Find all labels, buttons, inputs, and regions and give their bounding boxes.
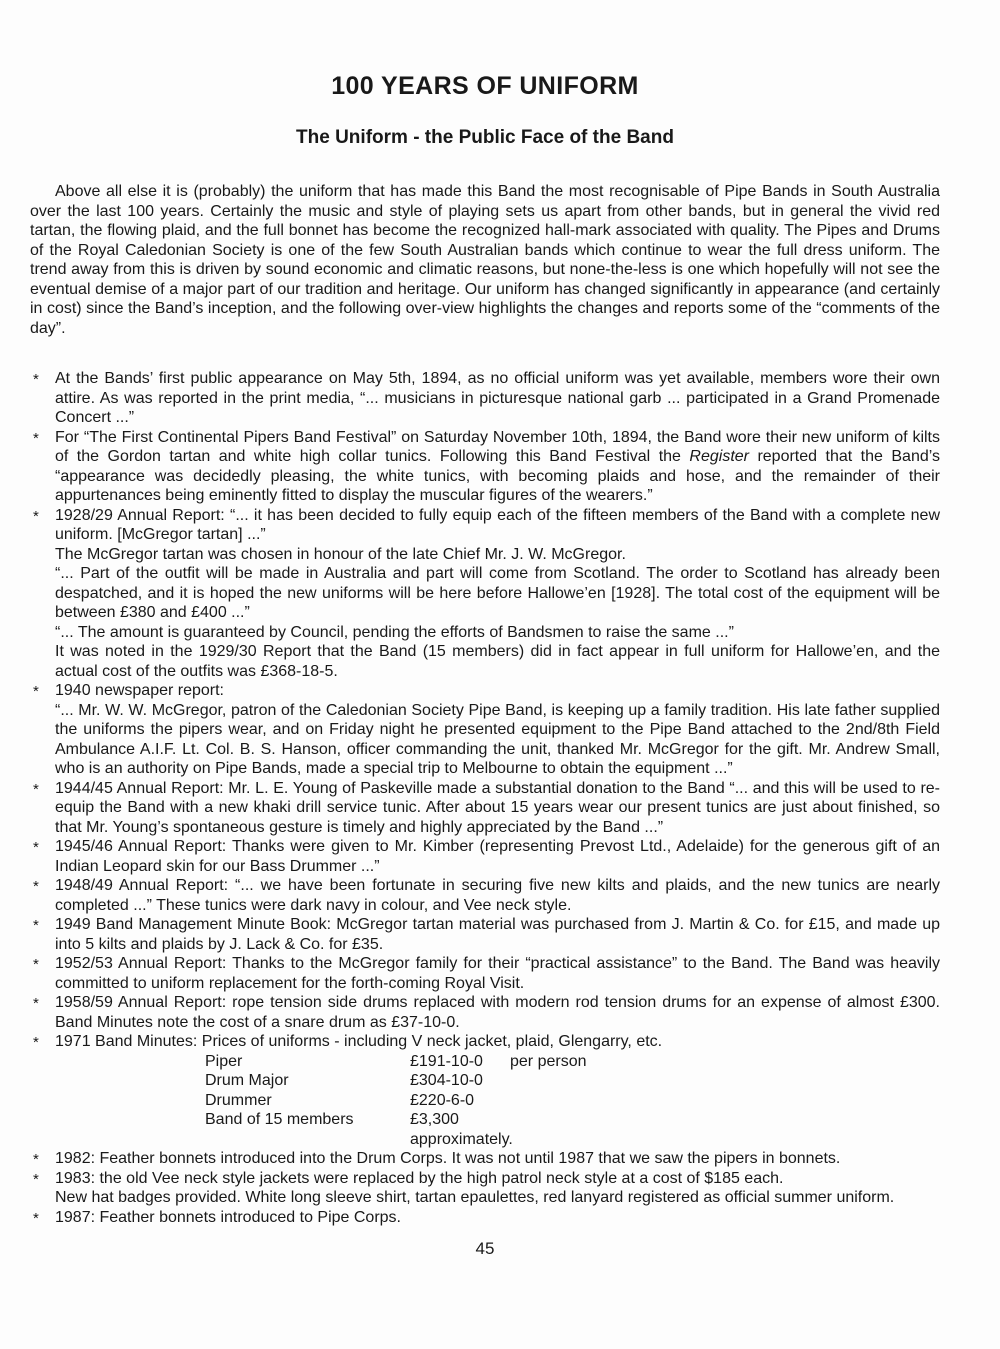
- bullet-item: [30, 681, 940, 779]
- text-segment: 1983: the old Vee neck style jackets were replaced by the high patrol neck style at a cost of $185 each.: [55, 1169, 784, 1187]
- text-segment: “... Mr. W. W. McGregor, patron of the Caledonian Society Pipe Band, is keeping up a family tradition. His late father supplied the uniforms the pipers wear, and on Friday night he presented equipment to the Pipe Band attached to the 2nd/8th Field Ambulance A.I.F. Lt. Col. B. S. Hanson, officer commanding the unit, thanked Mr. McGregor for the gift. Mr. Andrew Small, who is an authority on Pipe Bands, made a special trip to Melbourne to obtain the equipment ...”: [55, 701, 940, 777]
- bullet-paragraph: [55, 837, 940, 876]
- bullet-paragraph: [55, 915, 940, 954]
- bullet-item: [30, 1208, 940, 1228]
- text-segment: 1952/53 Annual Report: Thanks to the McGregor family for their “practical assistance” to the Band. The Band was heavily committed to uniform replacement for the forth-coming Royal Visit.: [55, 955, 940, 992]
- bullet-item: [30, 779, 940, 838]
- bullet-marker-asterisk: *: [33, 839, 39, 856]
- bullet-body: [55, 993, 940, 1032]
- price-item-value: £304-10-0: [410, 1072, 483, 1089]
- bullet-paragraph: [55, 681, 940, 701]
- bullet-marker-asterisk: *: [33, 780, 39, 798]
- bullet-marker-asterisk: *: [33, 995, 39, 1012]
- bullet-paragraph: [55, 428, 940, 506]
- bullet-paragraph: [55, 506, 940, 545]
- price-item-label: Drummer: [205, 1091, 272, 1109]
- bullet-marker-asterisk: *: [33, 917, 39, 934]
- bullet-paragraph: [55, 1188, 940, 1208]
- bullet-item: [30, 506, 940, 682]
- bullet-paragraph: [55, 1149, 940, 1169]
- text-segment: New hat badges provided. White long sleeve shirt, tartan epaulettes, red lanyard registered as official summer uniform.: [55, 1189, 895, 1206]
- text-segment: 1948/49 Annual Report: “... we have been fortunate in securing five new kilts and plaids, and the new tunics are nearly completed ...” These tunics were dark navy in colour, and Vee neck style.: [55, 877, 940, 914]
- bullet-marker-asterisk: *: [33, 1170, 39, 1188]
- bullet-paragraph: [55, 701, 940, 779]
- price-table: [55, 1052, 940, 1150]
- page-title: 100 YEARS OF UNIFORM: [331, 72, 639, 100]
- text-segment: 1971 Band Minutes: Prices of uniforms - including V neck jacket, plaid, Glengarry, etc.: [55, 1033, 663, 1050]
- text-segment: 1928/29 Annual Report: “... it has been decided to fully equip each of the fifteen members of the Band with a complete new uniform. [McGregor tartan] ...”: [55, 506, 940, 543]
- bullet-body: [55, 1149, 940, 1169]
- bullet-marker-asterisk: *: [33, 1209, 39, 1227]
- bullet-paragraph: [55, 1169, 940, 1189]
- bullet-item: [30, 1149, 940, 1169]
- price-table-row: [55, 1052, 940, 1072]
- bullet-paragraph: [55, 642, 940, 681]
- bullet-item: [30, 428, 940, 506]
- bullet-item: [30, 837, 940, 876]
- bullet-body: [55, 915, 940, 954]
- bullet-item: [30, 915, 940, 954]
- bullet-item: [30, 954, 940, 993]
- bullet-body: [55, 837, 940, 876]
- text-segment: The McGregor tartan was chosen in honour of the late Chief Mr. J. W. McGregor.: [55, 545, 626, 563]
- bullet-paragraph: [55, 545, 940, 565]
- bullet-body: [55, 779, 940, 838]
- text-segment: For “The First Continental Pipers Band Festival” on Saturday November 10th, 1894, the Band wore their new uniform of kilts of the Gordon tartan and white high collar tunics. Following this Band Festival the: [55, 428, 940, 465]
- bullet-item: [30, 876, 940, 915]
- text-segment: “... Part of the outfit will be made in Australia and part will come from Scotland. The order to Scotland has already been despatched, and it is hoped the new uniforms will be here before Hallowe’en [1928]. The total cost of the equipment will be between £380 and £400 ...”: [55, 565, 940, 621]
- price-item-value: £3,300 approximately.: [410, 1111, 513, 1148]
- text-segment: 1958/59 Annual Report: rope tension side drums replaced with modern rod tension drums for an expense of almost £300. Band Minutes note the cost of a snare drum as £37-10-0.: [55, 994, 940, 1031]
- bullet-marker-asterisk: *: [33, 371, 39, 388]
- bullet-item: [30, 369, 940, 428]
- price-item-label: Piper: [205, 1052, 243, 1070]
- text-segment: 1987: Feather bonnets introduced to Pipe Corps.: [55, 1208, 401, 1226]
- text-segment: reported that the Band’s “appearance was decidedly pleasing, the white tunics, with becoming plaids and hose, and the remainder of their appurtenances being eminently fitted to display the muscular figures of the wearers.”: [55, 448, 941, 504]
- bullet-body: [55, 1032, 940, 1149]
- price-table-row: [55, 1110, 940, 1149]
- bullet-item: [30, 1032, 940, 1149]
- bullet-paragraph: [55, 564, 940, 623]
- text-segment: It was noted in the 1929/30 Report that the Band (15 members) did in fact appear in full uniform for Hallowe’en, and the actual cost of the outfits was £368-18-5.: [55, 643, 940, 680]
- bullet-body: [55, 506, 940, 682]
- bullet-body: [55, 428, 940, 506]
- bullet-body: [55, 954, 940, 993]
- bullet-marker-asterisk: *: [33, 429, 39, 447]
- bullet-marker-asterisk: *: [33, 1034, 39, 1051]
- bullet-paragraph: [55, 1208, 940, 1228]
- price-item-value: £220-6-0: [410, 1091, 475, 1109]
- intro-paragraph: Above all else it is (probably) the uniform that has made this Band the most recognisable of Pipe Bands in South Australia over the last 100 years. Certainly the music and style of playing sets us apart from other bands, but in general the vivid red tartan, the flowing plaid, and the full bonnet has become the recognized hall-mark associated with quality. The Pipes and Drums of the Royal Caledonian Society is one of the few South Australian bands which continue to wear the full dress uniform. The trend away from this is driven by sound economic and climatic reasons, but none-the-less is one which hopefully will not see the eventual demise of a major part of our tradition and heritage. Our uniform has changed significantly in appearance (and certainly in cost) since the Band’s inception, and the following over-view highlights the changes and reports some of the “comments of the day”.: [30, 183, 940, 337]
- italic-text: Register: [689, 448, 749, 465]
- price-item-note: per person: [510, 1052, 587, 1070]
- bullet-list: [30, 369, 940, 1227]
- bullet-marker-asterisk: *: [33, 507, 39, 525]
- bullet-body: [55, 369, 940, 428]
- text-segment: 1949 Band Management Minute Book: McGregor tartan material was purchased from J. Martin & Co. for £15, and made up into 5 kilts and plaids by J. Lack & Co. for £35.: [55, 916, 940, 953]
- page-number: 45: [475, 1239, 495, 1258]
- price-item-label: Drum Major: [205, 1072, 289, 1089]
- bullet-body: [55, 1208, 940, 1228]
- bullet-marker-asterisk: *: [33, 878, 39, 895]
- bullet-item: [30, 993, 940, 1032]
- bullet-body: [55, 1169, 940, 1208]
- bullet-body: [55, 681, 940, 779]
- bullet-marker-asterisk: *: [33, 683, 39, 700]
- price-table-row: [55, 1091, 940, 1111]
- bullet-item: [30, 1169, 940, 1208]
- bullet-body: [55, 876, 940, 915]
- text-segment: 1982: Feather bonnets introduced into the Drum Corps. It was not until 1987 that we saw the pipers in bonnets.: [55, 1150, 841, 1167]
- bullet-marker-asterisk: *: [33, 956, 39, 973]
- bullet-paragraph: [55, 993, 940, 1032]
- text-segment: 1944/45 Annual Report: Mr. L. E. Young of Paskeville made a substantial donation to the Band “... and this will be used to re-equip the Band with a new khaki drill service tunic. After about 15 years wear our present tunics are just about finished, so that Mr. Young’s spontaneous gesture is timely and highly appreciated by the Band ...”: [55, 779, 940, 836]
- bullet-paragraph: [55, 876, 940, 915]
- page-subtitle: The Uniform - the Public Face of the Band: [296, 127, 674, 148]
- document-page: [0, 72, 1000, 1349]
- text-segment: At the Bands’ first public appearance on May 5th, 1894, as no official uniform was yet available, members wore their own attire. As was reported in the print media, “... musicians in picturesque national garb ... participated in a Grand Promenade Concert ...”: [55, 370, 940, 426]
- bullet-paragraph: [55, 1032, 940, 1052]
- price-item-value: £191-10-0: [410, 1052, 483, 1070]
- bullet-paragraph: [55, 779, 940, 838]
- bullet-paragraph: [55, 369, 940, 428]
- text-segment: 1945/46 Annual Report: Thanks were given to Mr. Kimber (representing Prevost Ltd., Adelaide) for the generous gift of an Indian Leopard skin for our Bass Drummer ...”: [55, 838, 940, 875]
- bullet-marker-asterisk: *: [33, 1151, 39, 1168]
- text-segment: 1940 newspaper report:: [55, 682, 224, 699]
- text-segment: “... The amount is guaranteed by Council, pending the efforts of Bandsmen to raise the same ...”: [55, 623, 734, 641]
- price-item-label: Band of 15 members: [205, 1111, 354, 1128]
- bullet-paragraph: [55, 623, 940, 643]
- bullet-paragraph: [55, 954, 940, 993]
- price-table-row: [55, 1071, 940, 1091]
